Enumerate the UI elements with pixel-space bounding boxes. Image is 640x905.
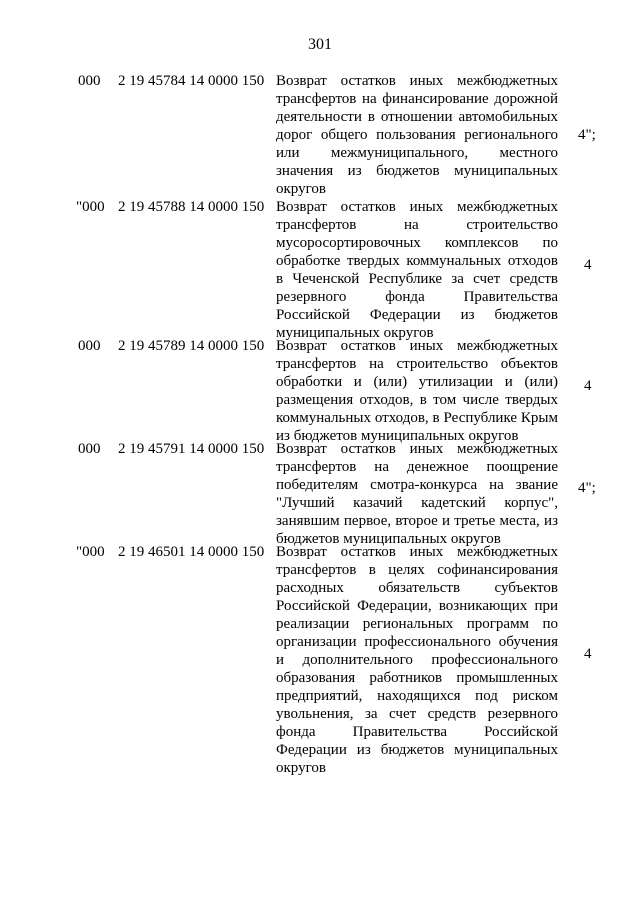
description-line: фонда Правительства Российской: [276, 724, 558, 740]
row-norm: 4: [584, 646, 592, 662]
description-line: победителям смотра-конкурса на звание: [276, 477, 558, 493]
description-line: Возврат остатков иных межбюджетных: [276, 338, 558, 354]
description-line: трансфертов на финансирование дорожной: [276, 91, 558, 107]
description-line: округов: [276, 181, 326, 197]
description-line: в Чеченской Республике за счет средств: [276, 271, 558, 287]
description-line: трансфертов на денежное поощрение: [276, 459, 558, 475]
row-description: [276, 337, 558, 445]
description-line: реализации региональных программ по: [276, 616, 558, 632]
description-line: "Лучший казачий кадетский корпус",: [276, 495, 558, 511]
description-line: обработки и (или) утилизации и (или): [276, 374, 558, 390]
description-line: деятельности в отношении автомобильных: [276, 109, 558, 125]
row-budget-code: 2 19 45791 14 0000 150: [118, 441, 265, 457]
row-code-prefix: 000: [78, 338, 101, 354]
description-line: резервного фонда Правительства: [276, 289, 558, 305]
row-code-prefix: 000: [78, 73, 101, 89]
description-line: Возврат остатков иных межбюджетных: [276, 544, 558, 560]
description-line: Возврат остатков иных межбюджетных: [276, 73, 558, 89]
row-budget-code: 2 19 45784 14 0000 150: [118, 73, 265, 89]
description-line: организации профессионального обучения: [276, 634, 558, 650]
description-line: предприятий, находящихся под риском: [276, 688, 558, 704]
description-line: Возврат остатков иных межбюджетных: [276, 441, 558, 457]
description-line: размещения отходов, в том числе твердых: [276, 392, 558, 408]
row-norm: 4";: [578, 127, 596, 143]
description-line: трансфертов на строительство объектов: [276, 356, 558, 372]
description-line: дорог общего пользования регионального: [276, 127, 558, 143]
description-line: Возврат остатков иных межбюджетных: [276, 199, 558, 215]
row-code-prefix: "000: [76, 544, 105, 560]
row-budget-code: 2 19 46501 14 0000 150: [118, 544, 265, 560]
description-line: Российской Федерации из бюджетов: [276, 307, 558, 323]
description-line: обработке твердых коммунальных отходов: [276, 253, 558, 269]
description-line: трансфертов в целях софинансирования: [276, 562, 558, 578]
description-line: Федерации из бюджетов муниципальных: [276, 742, 558, 758]
description-line: округов: [276, 760, 326, 776]
description-line: из бюджетов муниципальных округов: [276, 428, 519, 444]
description-line: увольнения, за счет средств резервного: [276, 706, 558, 722]
row-description: [276, 440, 558, 548]
description-line: трансфертов на строительство: [276, 217, 558, 233]
description-line: коммунальных отходов, в Республике Крым: [276, 410, 558, 426]
row-description: [276, 72, 558, 198]
page-number: 301: [308, 36, 332, 53]
description-line: мусоросортировочных комплексов по: [276, 235, 558, 251]
row-budget-code: 2 19 45789 14 0000 150: [118, 338, 265, 354]
description-line: образования работников промышленных: [276, 670, 558, 686]
row-code-prefix: "000: [76, 199, 105, 215]
description-line: занявшим первое, второе и третье места, из: [276, 513, 558, 529]
description-line: значения из бюджетов муниципальных: [276, 163, 558, 179]
row-norm: 4: [584, 378, 592, 394]
description-line: муниципальных округов: [276, 325, 434, 341]
row-norm: 4: [584, 257, 592, 273]
row-description: [276, 198, 558, 342]
row-code-prefix: 000: [78, 441, 101, 457]
description-line: Российской Федерации, возникающих при: [276, 598, 558, 614]
row-norm: 4";: [578, 480, 596, 496]
description-line: или межмуниципального, местного: [276, 145, 558, 161]
row-budget-code: 2 19 45788 14 0000 150: [118, 199, 265, 215]
description-line: бюджетов муниципальных округов: [276, 531, 501, 547]
row-description: [276, 543, 558, 777]
description-line: расходных обязательств субъектов: [276, 580, 558, 596]
description-line: и дополнительного профессионального: [276, 652, 558, 668]
